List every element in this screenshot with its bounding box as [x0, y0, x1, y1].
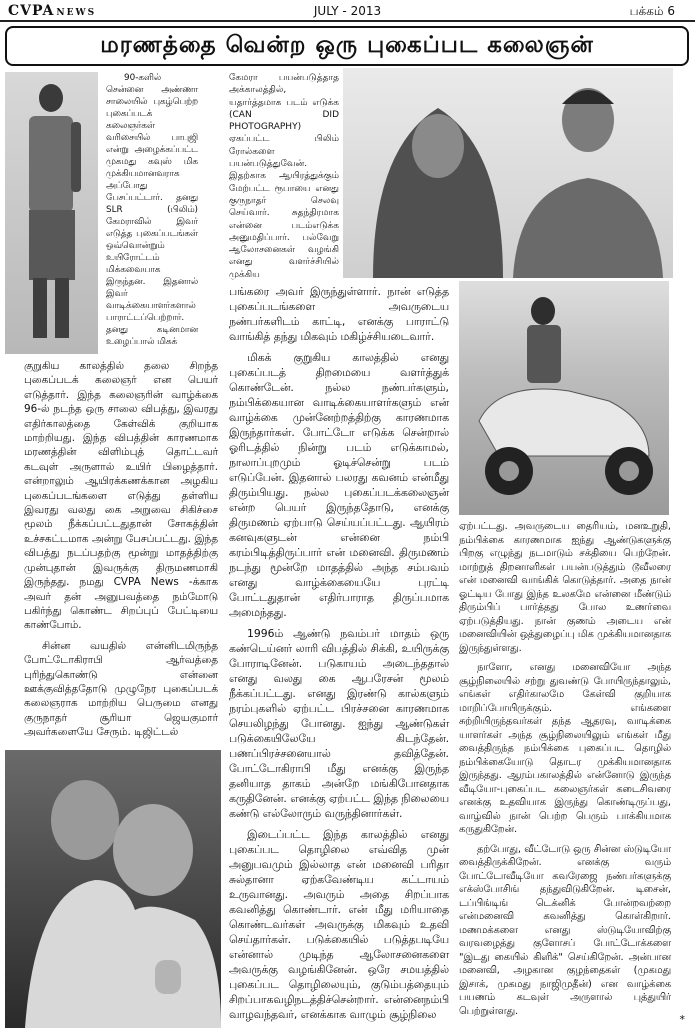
photographer-portrait-photo: [5, 72, 98, 354]
page-header: [0, 0, 695, 22]
article-text-col1-top: 90-களில் சென்னை அண்ணா சாலையில் புகழ்பெற்ற புகைப்படக் கலைஞர்கள் வரிசையில் பாபுஜி என்று அழைக்கப்பட்ட முகமது கவுஸ் மிக முக்கியமானவராக அப்போது பேசப்பட்டார். தனது SLR (பிலிம்) கேமராவில் இவர் எடுத்த புகைப்படங்கள் ஒவ்வொன்றும் உயிரோட்டம் மிக்கவையாக இருந்தன. இதனால் இவர் வாடிக்கையாளர்களால் பாராட்டப்பெற்றார். தனது கடினமான உழைப்பால் மிகக்: [106, 73, 198, 347]
article-text-col3: ஏற்பட்டது. அவருடைய தைரியம், மனஉறுதி, நம்பிக்கை காரணமாக ஐந்து ஆண்டுகளுக்கு பிறகு எழுந்து நடமாடும் சக்தியை பெற்றேன். மாற்றுத் திறனாளிகள் பயன்படுத்தும் டூவீலரை என் மனைவி வாங்கிக் கொடுத்தார். அதை நான் ஓட்டிய போது இந்த உலகமே என்னை மீண்டும் திரும்பிப் பார்த்தது போல உணர்வை ஏற்படுத்தியது. நான் குணம் அடைய என் மனைவியின் ஒத்துழைப்பு மிக முக்கியமானதாக இருந்துள்ளது. நாளோ, எனது மனைவியோ அந்த சூழ்நிலையில் சற்று துவண்டு போயிருந்தாலும், எங்கள் எதிர்காலமே கேள்வி குறியாக மாறிப்போயிருக்கும். எங்களை சுற்றியிருந்தவர்கள் தந்த ஆதரவு, வாடிக்கை யாளர்கள் அந்த சூழ்நிலையிலும் எங்கள் மீது வைத்திருந்த நம்பிக்கை புகைப்பட தொழில் நம்பிக்கையோடு தொடர முக்கியமானதாக இருந்தது. ஆரம்பகாலத்தில் என்னோடு இருந்த வீடியோ-புகைப்பட கலைஞர்கள் கடைசிவரை எனக்கு உதவியாக இருந்து கொண்டிருப்பது, வாழ்வில் நான் பெற்ற பெரும் பாக்கியமாக கருதுகிறேன். தற்போது, வீட்டோடு ஒரு சின்ன ஸ்டுடியோ வைத்திருக்கிறேன். எனக்கு வரும் போட்டோவீடியோ கவரேஜை நண்பர்களுக்கு எக்ஸ்போசிங் தந்துவிடுகிறேன். டிசைன், டப்பிங்டிங் டெக்னிக் போன்றவற்றை என்மனைவி கவனித்து கொள்கிறார். மணமக்களை எனது ஸ்டுடியோவிற்கு வரவழைத்து குளோசப் போட்டோக்களை "இடது கையில் கிளிக்" செய்கிறேன். அன்பான மனைவி, அழகான குழந்தைகள் (முகமது இசாக், முகமது நாஜிமுதீன்) என வாழ்க்கை பயணம் கடவுள் அருளால் புத்துயிர் பெற்றுள்ளது.: [459, 521, 671, 1017]
headline-box: [5, 26, 689, 66]
article-text-col1: குறுகிய காலத்தில் தலை சிறந்த புகைப்படக் கலைஞர் என பெயர் எடுத்தார். இந்த கலைஞரின் வாழ்க்கை 96-ல் நடந்த ஒரு சாலை விபத்து, இவரது எதிர்காலத்தை கேள்விக் குறியாக மாற்றியது. இந்த விபத்தின் காரணமாக மரணத்தின் விளிம்புத் தொட்டவர் கடவுள் அருளால் உயிர் பிழைத்தார். என்றாலும் ஆயிரக்கணக்கான அழகிய புகைப்படங்களை எடுத்து தள்ளிய இவரது வலது கை அறுவை சிகிச்சை மூலம் நீக்கப்பட்டதுதான் சோகத்தின் உச்சகட்டமாக அன்று பேசப்பட்டது. இந்த விபத்து நடப்பதற்கு மூன்று மாதத்திற்கு முன்புதான் இவருக்கு திருமணமாகி இருந்தது. நமது CVPA News -க்காக அவர் தன் அனுபவத்தை நம்மோடு பகிர்ந்து கொண்ட சிறப்புப் பேட்டியை காண்போம். சின்ன வயதில் என்னிடமிருந்த போட்டோகிராபி ஆர்வத்தை புரிந்துகொண்டு என்னை ஊக்குவித்ததோடு முழுநேர புகைப்படக் கலைஞராக மாற்றிய பெருமை எனது குருநாதர் சூரியா ஜெயகுமார் அவர்களையே சேரும். டிஜிட்டல்: [24, 360, 218, 739]
article-text-col2-top: கேமரா பயன்படுத்தாத அக்காலத்தில், யதார்த்தமாக படம் எடுக்க (CAN DID PHOTOGRAPHY) ஏகப்பட்ட பிலிம் ரோல்களை பயன்படுத்துவேன். இதற்காக ஆயிரத்துக்கும் மேற்பட்ட ரூபாயை எனது குருநாதர் செலவு செய்வார். சுதந்திரமாக என்னை படம்எடுக்க அனுமதிப்பார். பல்வேறு ஆலோசனைகள் வழங்கி எனது வளர்ச்சியில் முக்கிய: [229, 73, 339, 280]
children-photo: [5, 750, 221, 1028]
issue-date: JULY - 2013: [313, 4, 382, 18]
brand-logo: CVPA NEWS: [8, 3, 97, 19]
headline: மரணத்தை வென்ற ஒரு புகைப்பட கலைஞன்: [100, 31, 594, 58]
scooter-photo: [459, 281, 669, 515]
page-number: பக்கம் 6: [629, 4, 675, 18]
end-of-article-mark: *: [679, 1013, 685, 1026]
couple-photo: [343, 68, 673, 278]
article-text-col2: பங்கரை அவர் இருந்துள்ளார். நான் எடுத்த புகைப்படங்களை அவருடைய நண்பர்களிடம் காட்டி, எனக்கு பாராட்டு வாங்கித் தந்து மிகவும் மகிழ்ச்சியடைவார். மிகக் குறுகிய காலத்தில் எனது புகைப்படத் திறமையை வளர்த்துக் கொண்டேன். நல்ல நண்பர்களும், நம்பிக்கையான வாடிக்கையாளர்களும் என் வாழ்க்கை முன்னேற்றத்திற்கு காரணமாக இருந்தார்கள். போட்டோ எடுக்க சென்றால் ஓரிடத்தில் நின்று படம் எடுக்காமல், நாலாப்புறமும் ஓடிச்சென்று படம் எடுப்பேன். இதனால் பலரது கவனம் என்மீது திரும்பியது. நல்ல புகைப்படக்கலைஞன் என்ற பெயர் இருந்ததோடு, எனக்கு திருமணம் ஏற்பாடு செய்யப்பட்டது. ஆயிரம் கனவுகளுடன் என்னை நம்பி கரம்பிடித்திருப்பார் என் மனைவி. திருமணம் நடந்து மூன்றே மாதத்தில் அந்த சம்பவம் எனது வாழ்க்கையையே புரட்டி போட்டதுதான் எதிர்பாராத திருப்பமாக அமைந்தது. 1996ம் ஆண்டு நவம்பர் மாதம் ஒரு கண்டெய்னர் லாரி விபத்தில் சிக்கி, உயிருக்கு போராடினேன். படுகாயம் அடைந்ததால் எனது வலது கை ஆபரேசன் மூலம் நீக்கப்பட்டது. எனது இரண்டு கால்களும் நரம்புகளில் ஏற்பட்ட பிரச்சனை காரணமாக செயலிழந்து போனது. ஐந்து ஆண்டுகள் படுக்கையிலேயே கிடந்தேன். பணப்பிரச்சனையால் தவித்தேன். போட்டோகிராபி மீது எனக்கு இருந்த தனியாத தாகம் அன்றே மங்கிபோனதாக கருதினேன். எனக்கு ஏற்பட்ட இந்த நிலையை கண்டு எல்லோரும் வருந்தினார்கள். இடைப்பட்ட இந்த காலத்தில் எனது புகைப்பட தொழிலை எவ்வித முன் அனுபவமும் இல்லாத என் மனைவி பரிதா சுல்தானா ஏற்கவேண்டிய கட்டாயம் உருவானது. அவரும் அதை சிறப்பாக கவனித்து கொண்டார். என் மீது மரியாதை கொண்டவர்கள் அவருக்கு மிகவும் உதவி செய்தார்கள். படுக்கையில் படுத்தபடியே என்னால் முடிந்த ஆலோசனைகளை அவருக்கு வழங்கினேன். ஒரே சமயத்தில் புகைப்பட தொழிலையும், குடும்பத்தையும் சிறப்பாகவழிநடத்திச்சென்றார். என்னைநம்பி வாழவந்தவர், எனக்காக வாழும் சூழ்நிலை: [229, 285, 449, 1021]
